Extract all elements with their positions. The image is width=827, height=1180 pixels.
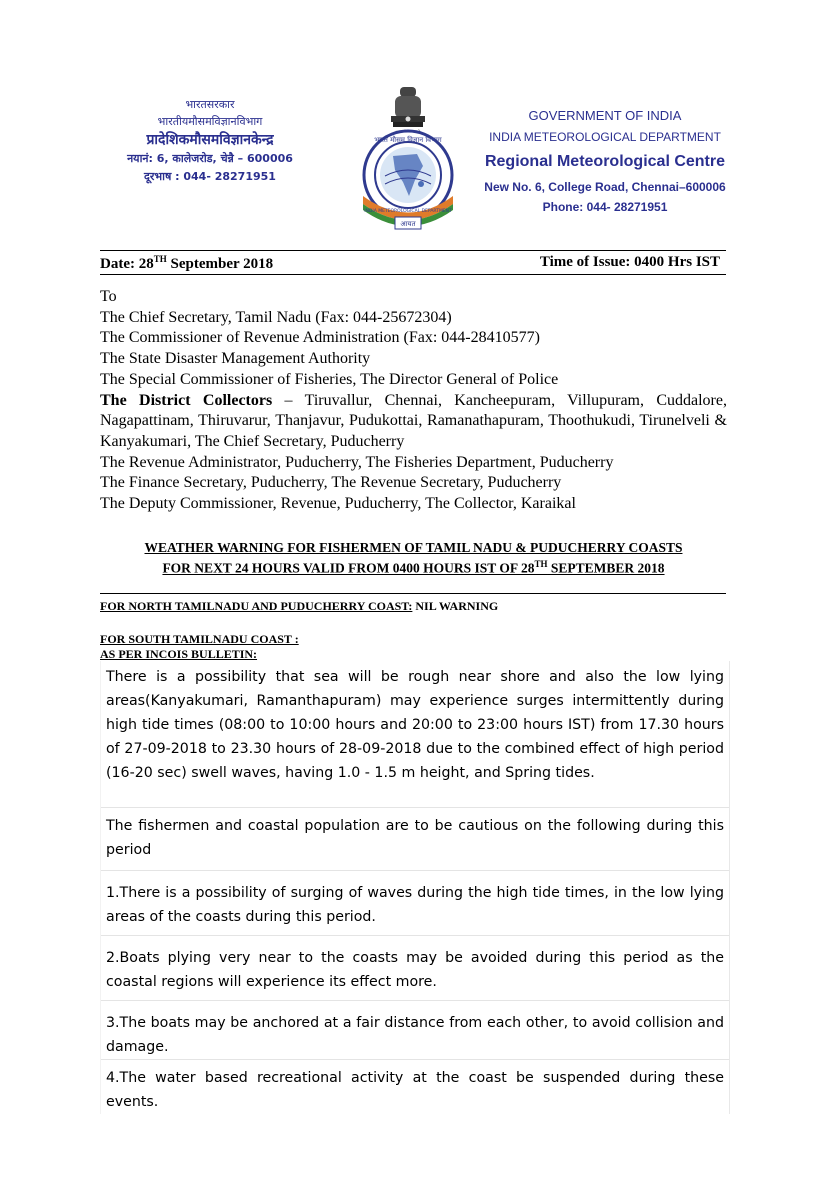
recipient-line: The Deputy Commissioner, Revenue, Puducherry, The Collector, Karaikal (100, 495, 576, 513)
dept-line: INDIA METEOROLOGICAL DEPARTMENT (489, 130, 721, 144)
hindi-address-line: नयानं: 6, कालेजरोड, चेन्नै – 600006 (127, 152, 293, 165)
warning-title (100, 540, 727, 577)
issue-time: Time of Issue: 0400 Hrs IST (539, 254, 720, 270)
north-coast-label: FOR NORTH TAMILNADU AND PUDUCHERRY COAST: (100, 599, 413, 613)
emblem-ring-text: भारत मौसम विज्ञान विभाग (374, 136, 442, 144)
recipient-line: The Commissioner of Revenue Administration (Fax: 044-28410577) (100, 329, 540, 347)
govt-line: GOVERNMENT OF INDIA (528, 108, 682, 123)
district-collectors (100, 391, 727, 453)
hindi-dept-line: भारतीयमौसमविज्ञानविभाग (157, 115, 263, 128)
incois-bulletin (100, 661, 730, 1114)
recipient-line: The Chief Secretary, Tamil Nadu (Fax: 044-25672304) (100, 308, 452, 326)
collectors-list: – Tiruvallur, Chennai, Kancheepuram, Villupuram, Cuddalore, Nagapattinam, Thiruvarur, Thanjavur, Pudukottai, Ramanathapuram, Thoothukudi, Tirunelveli & Kanyakumari, The Chief Secretary, Puducherry (100, 391, 727, 450)
hindi-header (100, 96, 320, 186)
emblem-seal-text: आयत (400, 220, 416, 228)
warning-title-line1: WEATHER WARNING FOR FISHERMEN OF TAMIL NADU & PUDUCHERRY COASTS (144, 540, 683, 555)
collectors-label: The District Collectors (100, 391, 273, 409)
north-coast-warning (100, 599, 498, 614)
date-divider (100, 274, 726, 275)
title-divider (100, 593, 726, 594)
south-coast-heading (100, 632, 299, 662)
bulletin-paragraph: 2.Boats plying very near to the coasts may be avoided during this period as the coastal regions will experience its effect more. (101, 936, 729, 1001)
recipient-line: The Finance Secretary, Puducherry, The Revenue Secretary, Puducherry (100, 474, 562, 492)
issue-date: Date: 28TH September 2018 (100, 254, 274, 272)
lion-capital-icon (391, 87, 425, 136)
imd-emblem-icon (355, 84, 461, 232)
recipient-line: The State Disaster Management Authority (100, 350, 371, 368)
english-header (470, 106, 740, 216)
hindi-govt-line: भारतसरकार (185, 98, 235, 111)
centre-line: Regional Meteorological Centre (484, 153, 726, 170)
hindi-phone-line: दूरभाष : 044- 28271951 (144, 170, 276, 183)
emblem-banner-text: INDIA METEOROLOGICAL DEPARTMENT (364, 209, 452, 214)
recipient-line: The Special Commissioner of Fisheries, The Director General of Police (100, 370, 559, 388)
issue-line (100, 254, 726, 274)
bulletin-paragraph: 1.There is a possibility of surging of waves during the high tide times, in the low lying areas of the coasts during this period. (101, 871, 729, 936)
address-line: New No. 6, College Road, Chennai–600006 (484, 180, 726, 194)
to-label: To (100, 288, 117, 305)
bulletin-paragraph: 4.The water based recreational activity at the coast be suspended during these events. (106, 1070, 724, 1110)
bulletin-paragraph: The fishermen and coastal population are to be cautious on the following during this period (101, 808, 729, 871)
north-coast-value: NIL WARNING (412, 599, 499, 613)
hindi-centre-line: प्रादेशिकमौसमविज्ञानकेन्द्र (146, 132, 274, 148)
warning-title-line2: FOR NEXT 24 HOURS VALID FROM 0400 HOURS IST OF 28TH SEPTEMBER 2018 (162, 559, 665, 576)
south-coast-label: FOR SOUTH TAMILNADU COAST : (100, 632, 299, 646)
header-divider (100, 250, 726, 251)
bulletin-paragraph: 3.The boats may be anchored at a fair distance from each other, to avoid collision and damage. (101, 1001, 729, 1060)
recipients-block (100, 287, 727, 515)
phone-line: Phone: 044- 28271951 (542, 200, 668, 214)
bulletin-paragraph: There is a possibility that sea will be rough near shore and also the low lying areas(Kanyakumari, Ramanthapuram) may experience surges intermittently during high tide times (08:00 to 10:00 hours and 20:00 to 23:00 hours IST) from 17.30 hours of 27-09-2018 to 23.30 hours of 28-09-2018 due to the combined effect of high period (16-20 sec) swell waves, having 1.0 - 1.5 m height, and Spring tides. (101, 661, 729, 808)
recipient-line: The Revenue Administrator, Puducherry, The Fisheries Department, Puducherry (100, 453, 614, 471)
incois-label: AS PER INCOIS BULLETIN: (100, 647, 258, 661)
